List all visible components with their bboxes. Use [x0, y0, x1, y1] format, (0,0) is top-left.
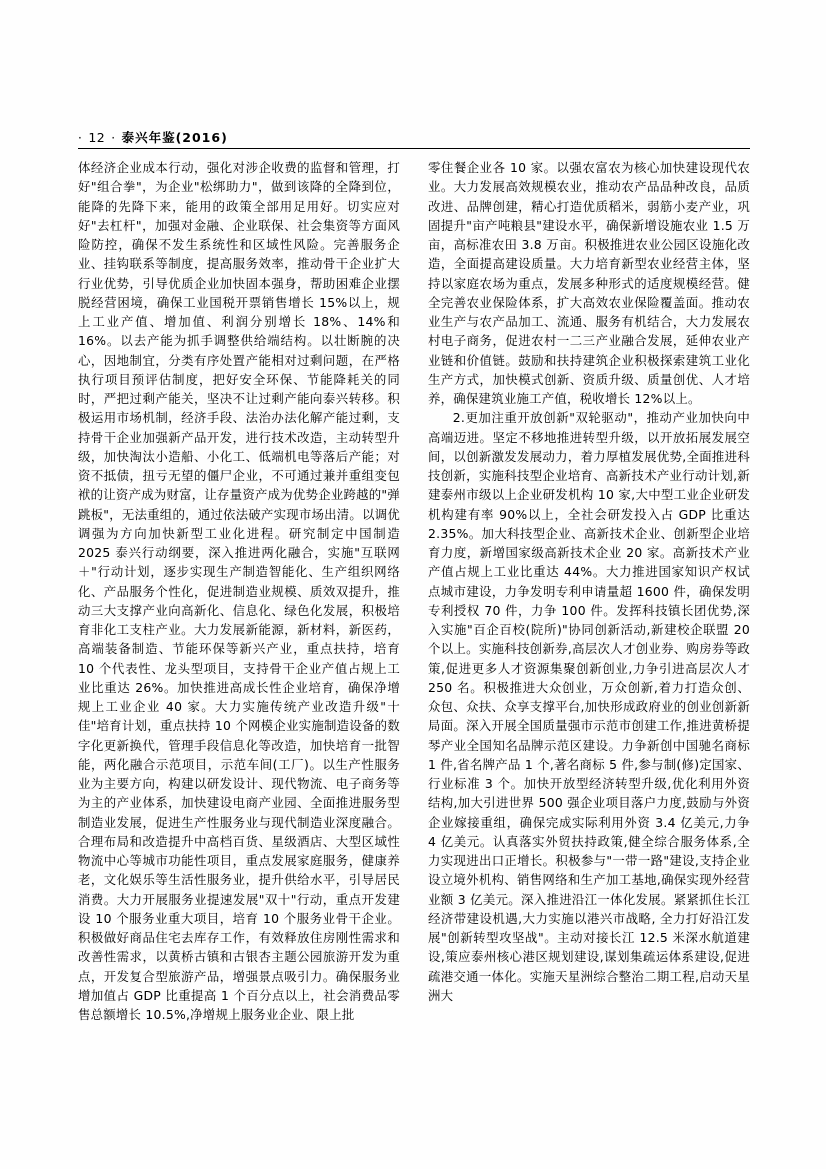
body-columns [78, 158, 750, 1024]
page-header [78, 128, 750, 146]
left-column [78, 158, 400, 1024]
header-bullet-right: · [111, 131, 116, 145]
right-column [428, 158, 750, 1024]
header-divider [78, 148, 750, 149]
page-number: 12 [88, 130, 106, 145]
paragraph-section-2: 2.更加注重开放创新"双轮驱动"，推动产业加快向中高端迈进。坚定不移地推进转型升级，以开放拓展发展空间，以创新激发发展动力，着力厚植发展优势,全面推进科技创新，实施科技型企业培育、高新技术产业行动计划,新建泰州市级以上企业研发机构 10 家,大中型工业企业研发机构建有率 90%以上，全社会研发投入占 GDP 比重达 2.35%。加大科技型企业、高新技术企业、创新型企业培育力度，新增国家级高新技术企业 20 家。高新技术产业产值占规上工业比重达 44%。大力推进国家知识产权试点城市建设，力争发明专利申请量超 1600 件，确保发明专利授权 70 件，力争 100 件。发挥科技镇长团优势,深入实施"百企百校(院所)"协同创新活动,新建校企联盟 20 个以上。实施科技创新券,高层次人才创业券、购房券等政策,促进更多人才资源集聚创新创业,力争引进高层次人才 250 名。积极推进大众创业，万众创新,着力打造众创、众包、众扶、众享支撑平台,加快形成政府业的创业创新新局面。深入开展全国质量强市示范市创建工作,推进黄桥提琴产业全国知名品牌示范区建设。力争新创中国驰名商标 1 件,省名牌产品 1 个,著名商标 5 件,参与制(修)定国家、行业标准 3 个。加快开放型经济转型升级,优化利用外资结构,加大引进世界 500 强企业项目落户力度,鼓励与外资企业嫁接重组，确保完成实际利用外资 3.4 亿美元,力争 4 亿美元。认真落实外贸扶持政策,健全综合服务体系,全力实现进出口正增长。积极参与"一带一路"建设,支持企业设立境外机构、销售网络和生产加工基地,确保实现外经营业额 3 亿美元。深入推进沿江一体化发展。紧紧抓住长江经济带建设机遇,大力实施以港兴市战略, 全力打好沿江发展"创新转型攻坚战"。主动对接长江 12.5 米深水航道建设,策应泰州核心港区规划建设,谋划集疏运体系建设,促进疏港交通一体化。实施天星洲综合整治二期工程,启动天星洲大 [428, 410, 750, 1003]
header-bullet-left: · [78, 131, 83, 145]
paragraph-agriculture: 零住餐企业各 10 家。以强农富农为核心加快建设现代农业。大力发展高效规模农业，推动农产品品种改良，品质改进、品牌创建，精心打造优质稻米，弱筋小麦产业，巩固提升"亩产吨粮县"建设水平，确保新增设施农业 1.5 万亩，高标准农田 3.8 万亩。积极推进农业公园区设施化改造，全面提高建设质量。大力培育新型农业经营主体，坚持以家庭农场为重点，发展多种形式的适度规模经营。健全完善农业保险体系，扩大高效农业保险覆盖面。推动农业生产与农产品加工、流通、服务有机结合，大力发展农村电子商务，促进农村一二三产业融合发展，延伸农业产业链和价值链。鼓励和扶持建筑企业积极探索建筑工业化生产方式，加快模式创新、资质升级、质量创优、人才培养，确保建筑业施工产值，税收增长 12%以上。 [428, 160, 750, 406]
page-title: 泰兴年鉴(2016) [121, 130, 228, 145]
paragraph-continuation: 体经济企业成本行动，强化对涉企收费的监督和管理，打好"组合拳"，为企业"松绑助力"，做到该降的全降到位，能降的先降下来，能用的政策全部用足用好。切实应对好"去杠杆"，加强对金融、企业联保、社会集资等方面风险防控，确保不发生系统性和区域性风险。完善服务企业、挂钩联系等制度，提高服务效率，推动骨干企业扩大行业优势，引导优质企业加快固本强身，帮助困难企业摆脱经营困境，确保工业国税开票销售增长 15%以上，规上工业产值、增加值、利润分别增长 18%、14%和 16%。以去产能为抓手调整供给端结构。以壮断腕的决心，因地制宜，分类有序处置产能相对过剩问题，在严格执行项目预评估制度，把好安全环保、节能降耗关的同时，严把过剩产能关，坚决不让过剩产能向泰兴转移。积极运用市场机制，经济手段、法治办法化解产能过剩，支持骨干企业加强新产品开发，进行技术改造，主动转型升级，加快淘汰小造船、小化工、低端机电等落后产能；对资不抵债，扭亏无望的僵尸企业，不可通过兼并重组变包袱的让资产成为财富，让存量资产成为优势企业跨越的"弹跳板"，无法重组的，通过依法破产实现市场出清。以调优调强为方向加快新型工业化进程。研究制定中国制造 2025 泰兴行动纲要，深入推进两化融合，实施"互联网＋"行动计划，逐步实现生产制造智能化、生产组织网络化、产品服务个性化，促进制造业规模、质效双提升，推动三大支撑产业向高新化、信息化、绿色化发展，积极培育非化工支柱产业。大力发展新能源，新材料，新医药，高端装备制造、节能环保等新兴产业，重点扶持，培育 10 个代表性、龙头型项目，支持骨干企业产值占规上工业比重达 26%。加快推进高成长性企业培育，确保净增规上工业企业 40 家。大力实施传统产业改造升级"十佳"培育计划，重点扶持 10 个网模企业实施制造设备的数字化更新换代，管理手段信息化等改造，加快培育一批智能，两化融合示范项目，示范车间(工厂)。以生产性服务业为主要方向，构建以研发设计、现代物流、电子商务等为主的产业体系，加快建设电商产业园、全面推进服务型制造业发展，促进生产性服务业与现代制造业深度融合。合理布局和改造提升中高档百货、星级酒店、大型区域性物流中心等城市功能性项目，重点发展家庭服务，健康养老，文化娱乐等生活性服务业，提升供给水平，引导居民消费。大力开展服务业提速发展"双十"行动，重点开发建设 10 个服务业重大项目，培育 10 个服务业骨干企业。积极做好商品住宅去库存工作，有效释放住房刚性需求和改善性需求，以黄桥古镇和古银杏主题公园旅游开发为重点，开发复合型旅游产品，增强景点吸引力。确保服务业增加值占 GDP 比重提高 1 个百分点以上，社会消费品零售总额增长 10.5%,净增规上服务业企业、限上批 [78, 160, 400, 1022]
